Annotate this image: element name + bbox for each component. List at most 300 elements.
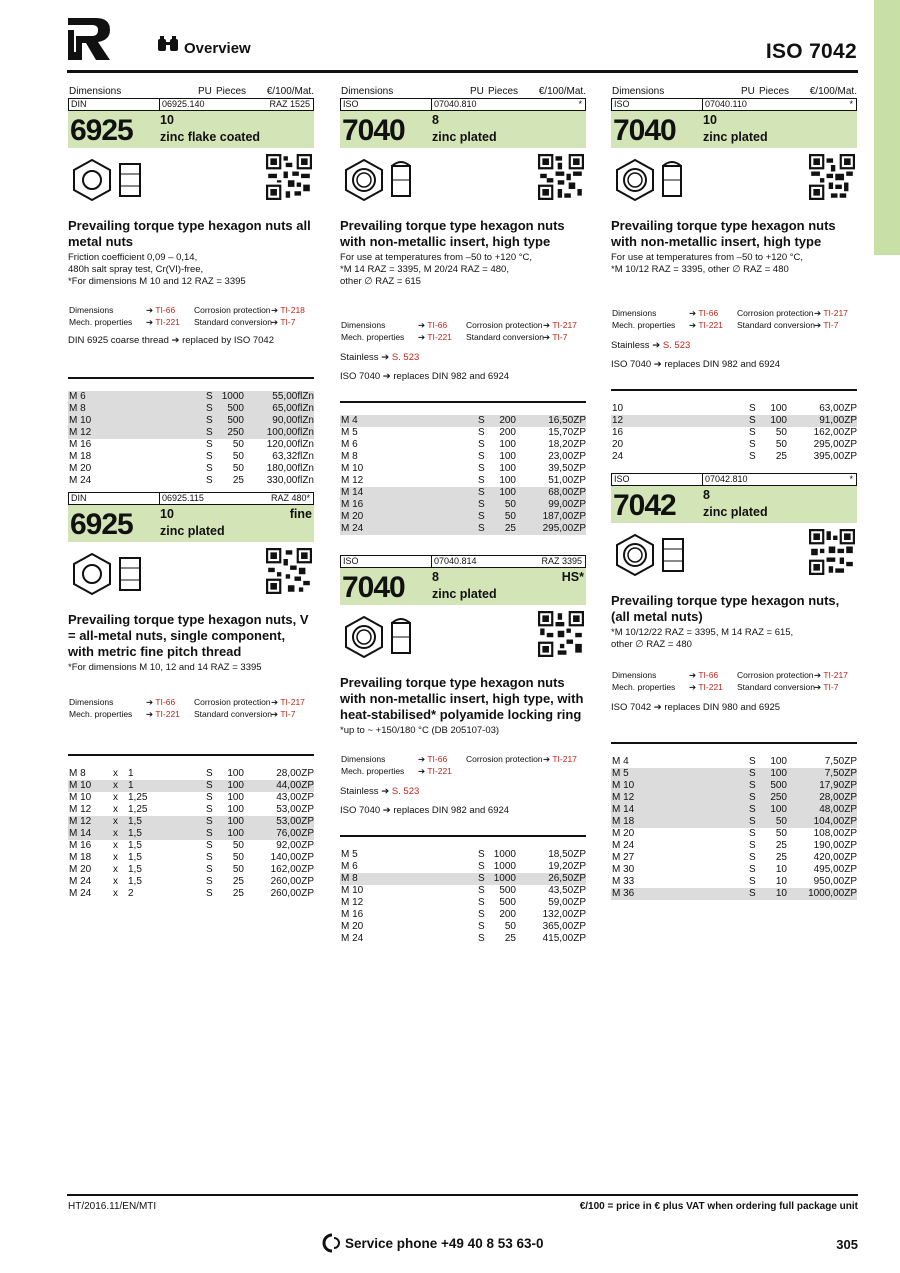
cell-p: 28,00ZP bbox=[276, 768, 314, 779]
cell-pu: S bbox=[749, 415, 756, 426]
table-row bbox=[68, 391, 314, 403]
cell-p: 140,00ZP bbox=[270, 852, 314, 863]
cell-d: M 18 bbox=[69, 852, 92, 863]
cell-q: 50 bbox=[504, 921, 516, 932]
cell-pu: S bbox=[206, 828, 213, 839]
price-note: €/100 = price in € plus VAT when ordering full package unit bbox=[579, 1201, 858, 1212]
product-description: For use at temperatures from –50 to +120 °C, *M 14 RAZ = 3395, M 20/24 RAZ = 480, other ∅ RAZ = 615 bbox=[340, 252, 533, 287]
ref-link[interactable]: ➔ TI-66 bbox=[689, 308, 719, 318]
cell-pu: S bbox=[478, 897, 485, 908]
cell-d: M 16 bbox=[341, 499, 364, 510]
reference-block: Dimensions ➔ TI-66 Corrosion protection ➔ TI-217 Mech. properties ➔ TI-221 Standard conversion ➔ TI-7 bbox=[612, 308, 848, 330]
cell-pu: S bbox=[749, 768, 756, 779]
table-row bbox=[340, 885, 586, 897]
qr-code-icon[interactable] bbox=[266, 548, 312, 594]
cell-q: 50 bbox=[775, 427, 787, 438]
cell-q: 10 bbox=[775, 864, 787, 875]
article-code-bar: DIN 06925.140 RAZ 1525 bbox=[68, 98, 314, 111]
cell-p: 51,00ZP bbox=[548, 475, 586, 486]
price-table bbox=[340, 401, 586, 535]
product-6925-115 bbox=[68, 492, 314, 900]
cell-q: 50 bbox=[775, 816, 787, 827]
cell-pu: S bbox=[478, 475, 485, 486]
cell-p: 26,50ZP bbox=[548, 873, 586, 884]
table-row bbox=[68, 792, 314, 804]
cell-q: 50 bbox=[775, 828, 787, 839]
cell-p: 365,00ZP bbox=[542, 921, 586, 932]
cell-pu: S bbox=[478, 861, 485, 872]
cell-d: M 5 bbox=[612, 768, 629, 779]
hex-nut-insert-icon bbox=[344, 615, 416, 659]
cell-p: 950,00ZP bbox=[813, 876, 857, 887]
cell-d: M 20 bbox=[69, 864, 92, 875]
cell-pu: S bbox=[206, 792, 213, 803]
stainless-note: Stainless ➔ S. 523 bbox=[340, 352, 420, 363]
cell-d: M 16 bbox=[69, 439, 92, 450]
price-table bbox=[68, 754, 314, 900]
cell-p: 76,00ZP bbox=[276, 828, 314, 839]
table-row bbox=[340, 849, 586, 861]
product-band: 6925 10 zinc plated fine bbox=[70, 507, 312, 541]
price-table bbox=[611, 389, 857, 463]
cell-q: 50 bbox=[775, 439, 787, 450]
cell-x: x bbox=[113, 780, 118, 791]
replacement-note: ISO 7040 ➔ replaces DIN 982 and 6924 bbox=[340, 805, 510, 816]
table-row bbox=[611, 427, 857, 439]
hex-nut-insert-icon bbox=[344, 158, 416, 202]
table-row bbox=[611, 840, 857, 852]
cell-d: M 20 bbox=[69, 463, 92, 474]
cell-pu: S bbox=[749, 756, 756, 767]
cell-p: 55,00flZn bbox=[272, 391, 314, 402]
cell-p: 260,00ZP bbox=[270, 888, 314, 899]
cell-pitch: 1 bbox=[128, 768, 134, 779]
table-row bbox=[68, 804, 314, 816]
table-row bbox=[68, 888, 314, 900]
product-title: Prevailing torque type hexagon nuts with non-metallic insert, high type bbox=[340, 218, 565, 249]
cell-d: M 5 bbox=[341, 427, 358, 438]
cell-q: 100 bbox=[499, 475, 516, 486]
cell-d: M 5 bbox=[341, 849, 358, 860]
table-row bbox=[611, 756, 857, 768]
cell-pu: S bbox=[749, 427, 756, 438]
cell-x: x bbox=[113, 804, 118, 815]
table-row bbox=[68, 415, 314, 427]
cell-pitch: 1,25 bbox=[128, 804, 148, 815]
cell-pu: S bbox=[749, 840, 756, 851]
table-row bbox=[340, 897, 586, 909]
cell-p: 15,70ZP bbox=[548, 427, 586, 438]
cell-pu: S bbox=[749, 439, 756, 450]
ref-link[interactable]: ➔ TI-7 bbox=[271, 709, 296, 719]
cell-d: M 10 bbox=[69, 780, 92, 791]
reference-block: Dimensions ➔ TI-66 Corrosion protection ➔ TI-217 Mech. properties ➔ TI-221 Standard conversion ➔ TI-7 bbox=[341, 320, 577, 342]
cell-q: 100 bbox=[227, 768, 244, 779]
cell-q: 10 bbox=[775, 888, 787, 899]
ref-link[interactable]: ➔ TI-217 bbox=[814, 308, 848, 318]
cell-pu: S bbox=[478, 415, 485, 426]
cell-q: 100 bbox=[499, 439, 516, 450]
cell-q: 25 bbox=[775, 840, 787, 851]
cell-d: M 24 bbox=[612, 840, 635, 851]
cell-p: 260,00ZP bbox=[270, 876, 314, 887]
table-row bbox=[68, 852, 314, 864]
cell-pu: S bbox=[478, 909, 485, 920]
cell-x: x bbox=[113, 828, 118, 839]
table-row bbox=[68, 403, 314, 415]
table-row bbox=[340, 475, 586, 487]
binoculars-icon bbox=[156, 36, 180, 52]
cell-q: 500 bbox=[499, 897, 516, 908]
product-title: Prevailing torque type hexagon nuts, (all metal nuts) bbox=[611, 593, 840, 624]
cell-d: 16 bbox=[612, 427, 624, 438]
table-row bbox=[68, 816, 314, 828]
table-row bbox=[611, 864, 857, 876]
cell-q: 50 bbox=[232, 852, 244, 863]
table-row bbox=[68, 463, 314, 475]
cell-pu: S bbox=[749, 888, 756, 899]
cell-p: 39,50ZP bbox=[548, 463, 586, 474]
cell-p: 295,00ZP bbox=[813, 439, 857, 450]
table-row bbox=[340, 523, 586, 535]
table-row bbox=[340, 873, 586, 885]
cell-d: M 6 bbox=[341, 861, 358, 872]
table-row bbox=[68, 439, 314, 451]
cell-d: M 24 bbox=[69, 888, 92, 899]
cell-pu: S bbox=[478, 921, 485, 932]
cell-q: 50 bbox=[504, 511, 516, 522]
cell-q: 100 bbox=[499, 451, 516, 462]
cell-q: 50 bbox=[504, 499, 516, 510]
table-row bbox=[611, 415, 857, 427]
cell-p: 19,20ZP bbox=[548, 861, 586, 872]
cell-pu: S bbox=[749, 804, 756, 815]
cell-pu: S bbox=[749, 816, 756, 827]
cell-d: M 18 bbox=[69, 451, 92, 462]
table-row bbox=[340, 511, 586, 523]
cell-pu: S bbox=[749, 451, 756, 462]
cell-p: 162,00ZP bbox=[270, 864, 314, 875]
reference-block: Dimensions ➔ TI-66 Corrosion protection ➔ TI-217 Mech. properties ➔ TI-221 Standard conversion ➔ TI-7 bbox=[69, 697, 305, 719]
cell-d: M 12 bbox=[69, 804, 92, 815]
product-description: *For dimensions M 10, 12 and 14 RAZ = 3395 bbox=[68, 662, 262, 673]
cell-q: 1000 bbox=[493, 861, 516, 872]
cell-q: 25 bbox=[232, 876, 244, 887]
ref-link[interactable]: ➔ TI-66 bbox=[146, 305, 176, 315]
cell-x: x bbox=[113, 768, 118, 779]
cell-d: M 24 bbox=[341, 523, 364, 534]
table-row bbox=[68, 451, 314, 463]
cell-p: 44,00ZP bbox=[276, 780, 314, 791]
cell-p: 415,00ZP bbox=[542, 933, 586, 944]
cell-p: 120,00flZn bbox=[266, 439, 314, 450]
table-row bbox=[340, 933, 586, 945]
cell-p: 18,50ZP bbox=[548, 849, 586, 860]
ref-link[interactable]: ➔ TI-7 bbox=[814, 682, 839, 692]
cell-pu: S bbox=[206, 403, 213, 414]
qr-code-icon[interactable] bbox=[809, 154, 855, 200]
cell-q: 100 bbox=[770, 768, 787, 779]
ref-link[interactable]: ➔ TI-221 bbox=[689, 682, 723, 692]
cell-q: 100 bbox=[770, 403, 787, 414]
product-7040-110 bbox=[611, 98, 857, 463]
table-row bbox=[340, 463, 586, 475]
cell-p: 68,00ZP bbox=[548, 487, 586, 498]
cell-pu: S bbox=[206, 852, 213, 863]
hex-nut-icon bbox=[615, 533, 687, 577]
page-title: ISO 7042 bbox=[765, 40, 857, 63]
cell-d: M 14 bbox=[69, 828, 92, 839]
cell-pu: S bbox=[206, 439, 213, 450]
cell-x: x bbox=[113, 852, 118, 863]
ref-link[interactable]: ➔ TI-7 bbox=[814, 320, 839, 330]
price-table bbox=[68, 377, 314, 487]
column-header: Dimensions PU Pieces €/100/Mat. bbox=[341, 86, 586, 97]
hex-nut-icon bbox=[72, 158, 144, 202]
cell-pu: S bbox=[478, 511, 485, 522]
cell-d: M 14 bbox=[341, 487, 364, 498]
ref-link[interactable]: ➔ TI-221 bbox=[146, 317, 180, 327]
cell-pu: S bbox=[478, 427, 485, 438]
cell-q: 50 bbox=[232, 439, 244, 450]
ref-link[interactable]: ➔ TI-66 bbox=[146, 697, 176, 707]
cell-q: 500 bbox=[227, 415, 244, 426]
cell-p: 295,00ZP bbox=[542, 523, 586, 534]
product-description: Friction coefficient 0,09 – 0,14, 480h salt spray test, Cr(VI)-free, *For dimensions M 10 and 12 RAZ = 3395 bbox=[68, 252, 246, 287]
cell-p: 43,50ZP bbox=[548, 885, 586, 896]
cell-d: 24 bbox=[612, 451, 624, 462]
product-description: *up to ~ +150/180 °C (DB 205107-03) bbox=[340, 725, 500, 736]
ref-link[interactable]: ➔ TI-217 bbox=[271, 697, 305, 707]
footer-rule bbox=[67, 1194, 858, 1196]
cell-pu: S bbox=[206, 888, 213, 899]
cell-pu: S bbox=[206, 864, 213, 875]
cell-x: x bbox=[113, 792, 118, 803]
cell-pitch: 1,25 bbox=[128, 792, 148, 803]
cell-d: M 8 bbox=[69, 768, 86, 779]
product-description: For use at temperatures from –50 to +120 °C, *M 10/12 RAZ = 3395, other ∅ RAZ = 480 bbox=[611, 252, 804, 275]
cell-q: 100 bbox=[227, 828, 244, 839]
cell-p: 53,00ZP bbox=[276, 804, 314, 815]
cell-d: M 4 bbox=[612, 756, 629, 767]
cell-p: 92,00ZP bbox=[276, 840, 314, 851]
ref-link[interactable]: ➔ TI-66 bbox=[418, 754, 448, 764]
cell-d: M 8 bbox=[341, 873, 358, 884]
article-code-bar: ISO 07040.110 * bbox=[611, 98, 857, 111]
table-row bbox=[611, 828, 857, 840]
cell-q: 50 bbox=[232, 840, 244, 851]
cell-q: 200 bbox=[499, 427, 516, 438]
cell-p: 91,00ZP bbox=[819, 415, 857, 426]
cell-x: x bbox=[113, 840, 118, 851]
cell-p: 495,00ZP bbox=[813, 864, 857, 875]
product-title: Prevailing torque type hexagon nuts with non-metallic insert, high type, with heat-stabilised* polyamide locking ring bbox=[340, 675, 584, 722]
product-7040-814 bbox=[340, 555, 586, 945]
qr-code-icon[interactable] bbox=[538, 154, 584, 200]
cell-p: 16,50ZP bbox=[548, 415, 586, 426]
table-row bbox=[68, 876, 314, 888]
cell-q: 100 bbox=[770, 804, 787, 815]
cell-p: 100,00flZn bbox=[266, 427, 314, 438]
cell-pu: S bbox=[749, 780, 756, 791]
ref-link[interactable]: ➔ TI-66 bbox=[418, 320, 448, 330]
replacement-note: ISO 7040 ➔ replaces DIN 982 and 6924 bbox=[340, 371, 510, 382]
ref-link[interactable]: ➔ TI-217 bbox=[543, 320, 577, 330]
cell-pu: S bbox=[478, 463, 485, 474]
product-7042-810 bbox=[611, 473, 857, 900]
cell-pu: S bbox=[478, 499, 485, 510]
article-code-bar: ISO 07040.810 * bbox=[340, 98, 586, 111]
cell-q: 100 bbox=[227, 780, 244, 791]
ref-link[interactable]: ➔ TI-221 bbox=[418, 766, 452, 776]
cell-d: 12 bbox=[612, 415, 624, 426]
cell-x: x bbox=[113, 876, 118, 887]
cell-p: 330,00flZn bbox=[266, 475, 314, 486]
cell-q: 200 bbox=[499, 909, 516, 920]
ref-link[interactable]: ➔ TI-217 bbox=[543, 754, 577, 764]
cell-p: 53,00ZP bbox=[276, 816, 314, 827]
hex-nut-insert-icon bbox=[615, 158, 687, 202]
ref-link[interactable]: ➔ TI-217 bbox=[814, 670, 848, 680]
product-band: 7040 8 zinc plated HS* bbox=[342, 570, 584, 604]
ref-link[interactable]: ➔ TI-221 bbox=[418, 332, 452, 342]
product-band: 7040 8 zinc plated bbox=[340, 111, 586, 148]
cell-d: M 36 bbox=[612, 888, 635, 899]
cell-p: 48,00ZP bbox=[819, 804, 857, 815]
article-code-bar: ISO 07042.810 * bbox=[611, 473, 857, 486]
cell-pu: S bbox=[206, 816, 213, 827]
product-title: Prevailing torque type hexagon nuts, V = all-metal nuts, single component, with metric fine pitch thread bbox=[68, 612, 309, 659]
cell-q: 25 bbox=[775, 852, 787, 863]
table-row bbox=[611, 792, 857, 804]
cell-d: M 24 bbox=[69, 876, 92, 887]
cell-q: 50 bbox=[232, 451, 244, 462]
cell-q: 500 bbox=[227, 403, 244, 414]
cell-p: 180,00flZn bbox=[266, 463, 314, 474]
cell-d: M 12 bbox=[612, 792, 635, 803]
cell-pu: S bbox=[749, 828, 756, 839]
table-row bbox=[68, 864, 314, 876]
ref-link[interactable]: ➔ TI-7 bbox=[271, 317, 296, 327]
cell-p: 43,00ZP bbox=[276, 792, 314, 803]
cell-d: M 30 bbox=[612, 864, 635, 875]
cell-q: 500 bbox=[499, 885, 516, 896]
cell-pu: S bbox=[478, 523, 485, 534]
cell-d: M 20 bbox=[341, 921, 364, 932]
cell-p: 7,50ZP bbox=[824, 756, 857, 767]
product-band: 6925 10 zinc flake coated bbox=[68, 111, 314, 148]
cell-d: M 6 bbox=[341, 439, 358, 450]
replacement-note: ISO 7042 ➔ replaces DIN 980 and 6925 bbox=[611, 702, 781, 713]
table-row bbox=[611, 804, 857, 816]
cell-q: 25 bbox=[504, 933, 516, 944]
ref-link[interactable]: ➔ TI-218 bbox=[271, 305, 305, 315]
cell-pu: S bbox=[478, 933, 485, 944]
cell-d: M 27 bbox=[612, 852, 635, 863]
cell-d: M 12 bbox=[341, 475, 364, 486]
cell-d: M 14 bbox=[612, 804, 635, 815]
cell-pitch: 1,5 bbox=[128, 876, 142, 887]
cell-pu: S bbox=[206, 463, 213, 474]
cell-d: M 12 bbox=[69, 816, 92, 827]
cell-x: x bbox=[113, 816, 118, 827]
qr-code-icon[interactable] bbox=[809, 529, 855, 575]
service-phone[interactable]: Service phone +49 40 8 53 63-0 bbox=[345, 1236, 544, 1251]
cell-q: 50 bbox=[232, 864, 244, 875]
product-band: 7040 10 zinc plated bbox=[611, 111, 857, 148]
price-table bbox=[611, 742, 857, 900]
cell-d: M 16 bbox=[341, 909, 364, 920]
table-row bbox=[611, 876, 857, 888]
cell-q: 25 bbox=[504, 523, 516, 534]
replacement-note: ISO 7040 ➔ replaces DIN 982 and 6924 bbox=[611, 359, 781, 370]
ref-link[interactable]: ➔ TI-221 bbox=[689, 320, 723, 330]
cell-q: 100 bbox=[227, 804, 244, 815]
cell-p: 187,00ZP bbox=[542, 511, 586, 522]
cell-q: 250 bbox=[770, 792, 787, 803]
cell-q: 25 bbox=[775, 451, 787, 462]
table-row bbox=[68, 768, 314, 780]
cell-p: 420,00ZP bbox=[813, 852, 857, 863]
cell-p: 18,20ZP bbox=[548, 439, 586, 450]
reference-block: Dimensions ➔ TI-66 Corrosion protection ➔ TI-217 Mech. properties ➔ TI-221 Standard conversion ➔ TI-7 bbox=[612, 670, 848, 692]
ref-link[interactable]: ➔ TI-66 bbox=[689, 670, 719, 680]
cell-d: M 16 bbox=[69, 840, 92, 851]
table-row bbox=[611, 780, 857, 792]
cell-p: 108,00ZP bbox=[813, 828, 857, 839]
cell-p: 28,00ZP bbox=[819, 792, 857, 803]
cell-q: 10 bbox=[775, 876, 787, 887]
section-tab bbox=[874, 0, 900, 255]
cell-q: 100 bbox=[227, 816, 244, 827]
cell-p: 63,32flZn bbox=[272, 451, 314, 462]
table-row bbox=[68, 427, 314, 439]
cell-pu: S bbox=[478, 885, 485, 896]
qr-code-icon[interactable] bbox=[538, 611, 584, 657]
reference-block: Dimensions ➔ TI-66 Corrosion protection ➔ TI-217 Mech. properties ➔ TI-221 bbox=[341, 754, 577, 776]
section-label: Overview bbox=[184, 40, 251, 57]
cell-q: 25 bbox=[232, 475, 244, 486]
table-row bbox=[611, 888, 857, 900]
cell-d: M 10 bbox=[612, 780, 635, 791]
cell-d: M 18 bbox=[612, 816, 635, 827]
cell-d: M 12 bbox=[69, 427, 92, 438]
cell-pu: S bbox=[206, 804, 213, 815]
table-row bbox=[68, 840, 314, 852]
ref-link[interactable]: ➔ TI-7 bbox=[543, 332, 568, 342]
cell-x: x bbox=[113, 888, 118, 899]
cell-d: M 12 bbox=[341, 897, 364, 908]
qr-code-icon[interactable] bbox=[266, 154, 312, 200]
cell-pu: S bbox=[206, 876, 213, 887]
cell-p: 65,00flZn bbox=[272, 403, 314, 414]
table-row bbox=[340, 451, 586, 463]
cell-q: 100 bbox=[227, 792, 244, 803]
cell-q: 1000 bbox=[493, 849, 516, 860]
cell-pu: S bbox=[206, 780, 213, 791]
column-header: Dimensions PU Pieces €/100/Mat. bbox=[612, 86, 857, 97]
column-1 bbox=[68, 84, 314, 900]
table-row bbox=[611, 403, 857, 415]
header-rule bbox=[67, 70, 858, 73]
cell-pitch: 1,5 bbox=[128, 864, 142, 875]
cell-p: 132,00ZP bbox=[542, 909, 586, 920]
ref-link[interactable]: ➔ TI-221 bbox=[146, 709, 180, 719]
document-id: HT/2016.11/EN/MTI bbox=[68, 1201, 157, 1212]
table-row bbox=[340, 439, 586, 451]
product-band: 7042 8 zinc plated bbox=[611, 486, 857, 523]
cell-p: 17,90ZP bbox=[819, 780, 857, 791]
